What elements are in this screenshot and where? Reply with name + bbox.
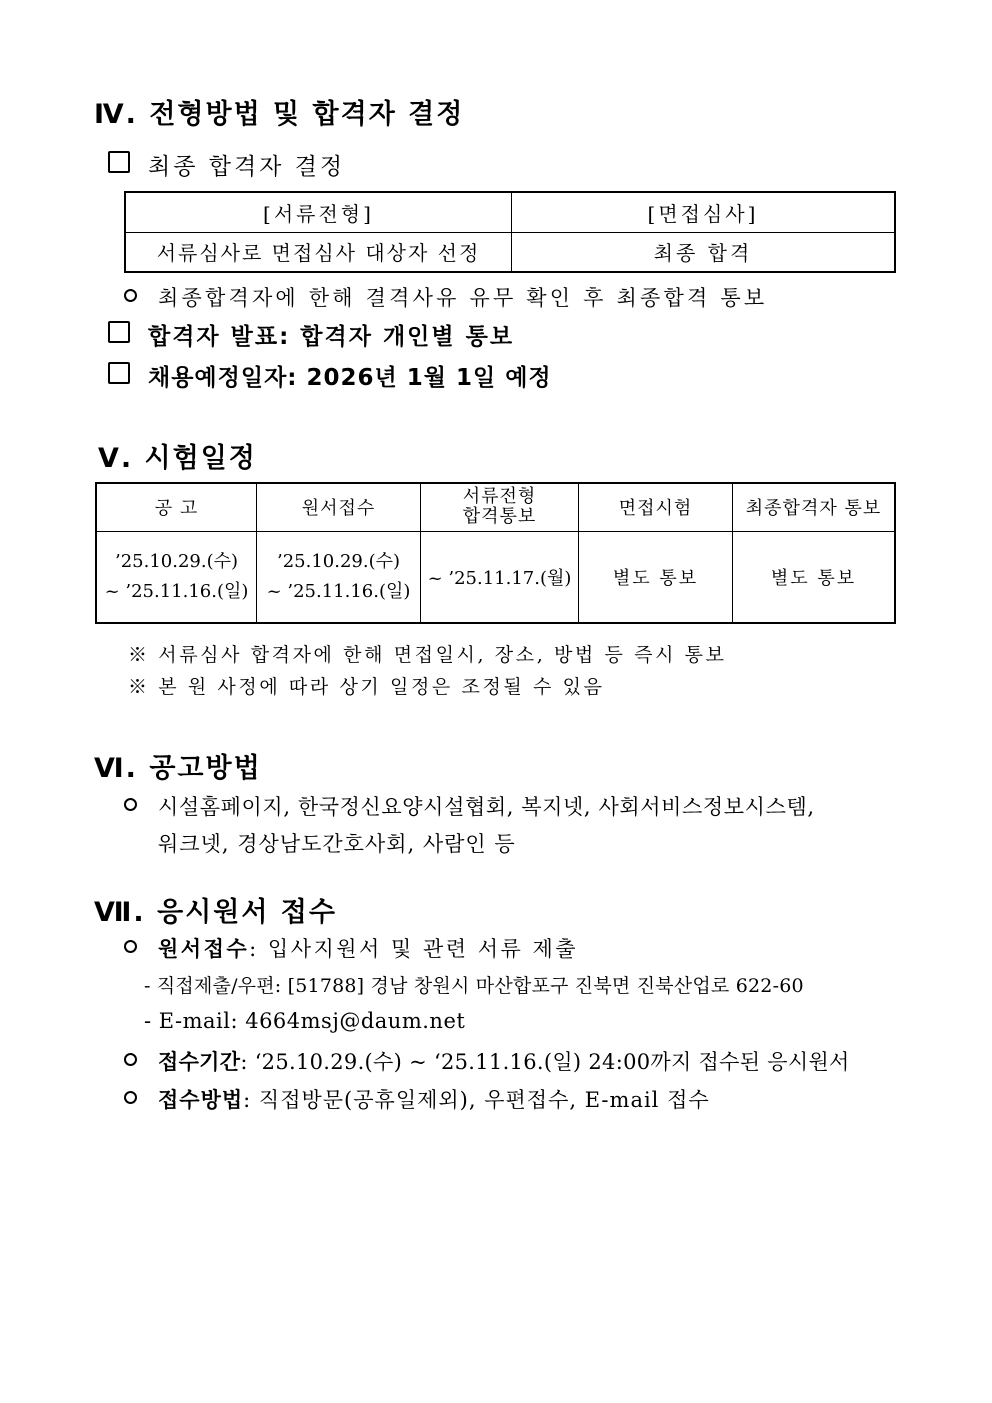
table-header-document: [서류전형] bbox=[125, 192, 512, 232]
schedule-note-1: ※ 서류심사 합격자에 한해 면접일시, 장소, 방법 등 즉시 통보 bbox=[128, 644, 727, 666]
application-period-label: 접수기간 bbox=[158, 1049, 241, 1074]
date-end: ~ ’25.11.16.(일) bbox=[104, 580, 249, 602]
checkbox-icon bbox=[108, 151, 130, 173]
section-7-title: Ⅶ. 응시원서 접수 bbox=[94, 897, 337, 928]
bullet-circle-icon bbox=[124, 940, 137, 953]
final-decision-heading: 최종 합격자 결정 bbox=[148, 154, 346, 180]
final-notice-bullet: 최종합격자에 한해 결격사유 유무 확인 후 최종합격 통보 bbox=[158, 286, 768, 310]
header-line-2: 합격통보 bbox=[462, 506, 537, 528]
application-method-text: : 직접방문(공휴일제외), 우편접수, E-mail 접수 bbox=[243, 1088, 710, 1112]
announcement-heading: 합격자 발표: 합격자 개인별 통보 bbox=[148, 324, 515, 350]
bullet-circle-icon bbox=[124, 1053, 137, 1066]
schedule-header-interview: 면접시험 bbox=[579, 483, 733, 531]
schedule-cell-final-notice: 별도 통보 bbox=[733, 531, 896, 623]
schedule-header-application: 원서접수 bbox=[257, 483, 421, 531]
application-method-line bbox=[158, 1084, 710, 1114]
bullet-circle-icon bbox=[124, 798, 137, 811]
header-line-1: 서류전형 bbox=[462, 486, 537, 508]
announce-method-line-2: 워크넷, 경상남도간호사회, 사람인 등 bbox=[158, 832, 516, 856]
application-submission-label: 원서접수 bbox=[158, 936, 250, 961]
table-cell-document: 서류심사로 면접심사 대상자 선정 bbox=[125, 232, 512, 272]
schedule-header-notice: 공 고 bbox=[96, 483, 257, 531]
schedule-cell-document-result: ~ ’25.11.17.(월) bbox=[421, 531, 579, 623]
section-6-title: Ⅵ. 공고방법 bbox=[94, 753, 262, 784]
application-submission-text: : 입사지원서 및 관련 서류 제출 bbox=[249, 937, 579, 961]
application-method-label: 접수방법 bbox=[158, 1087, 244, 1112]
date-start: ’25.10.29.(수) bbox=[276, 550, 401, 572]
schedule-cell-notice bbox=[96, 531, 257, 623]
bullet-circle-icon bbox=[124, 289, 137, 302]
application-period-text: : ‘25.10.29.(수) ~ ‘25.11.16.(일) 24:00까지 접수된 응시원서 bbox=[240, 1050, 850, 1074]
selection-process-table bbox=[124, 191, 896, 273]
exam-schedule-table bbox=[95, 482, 896, 624]
schedule-note-2: ※ 본 원 사정에 따라 상기 일정은 조정될 수 있음 bbox=[128, 676, 605, 698]
schedule-cell-interview: 별도 통보 bbox=[579, 531, 733, 623]
schedule-header-document-screening bbox=[421, 483, 579, 531]
schedule-cell-application bbox=[257, 531, 421, 623]
schedule-header-final-notice: 최종합격자 통보 bbox=[733, 483, 896, 531]
checkbox-icon bbox=[108, 321, 130, 343]
announce-method-line-1: 시설홈페이지, 한국정신요양시설협회, 복지넷, 사회서비스정보시스템, bbox=[158, 795, 815, 819]
checkbox-icon bbox=[108, 362, 130, 384]
section-5-title: Ⅴ. 시험일정 bbox=[98, 443, 257, 474]
section-4-title: Ⅳ. 전형방법 및 합격자 결정 bbox=[94, 99, 465, 130]
hiring-date-heading: 채용예정일자: 2026년 1월 1일 예정 bbox=[148, 365, 552, 391]
date-start: ’25.10.29.(수) bbox=[114, 550, 239, 572]
date-end: ~ ’25.11.16.(일) bbox=[266, 580, 411, 602]
application-period-line bbox=[158, 1046, 850, 1076]
table-header-interview: [면접심사] bbox=[512, 192, 896, 232]
table-cell-interview: 최종 합격 bbox=[512, 232, 896, 272]
application-submission-line bbox=[158, 933, 578, 963]
submission-address: - 직접제출/우편: [51788] 경남 창원시 마산합포구 진북면 진북산업로 622-60 bbox=[144, 975, 804, 997]
bullet-circle-icon bbox=[124, 1091, 137, 1104]
submission-email: - E-mail: 4664msj@daum.net bbox=[144, 1009, 466, 1033]
